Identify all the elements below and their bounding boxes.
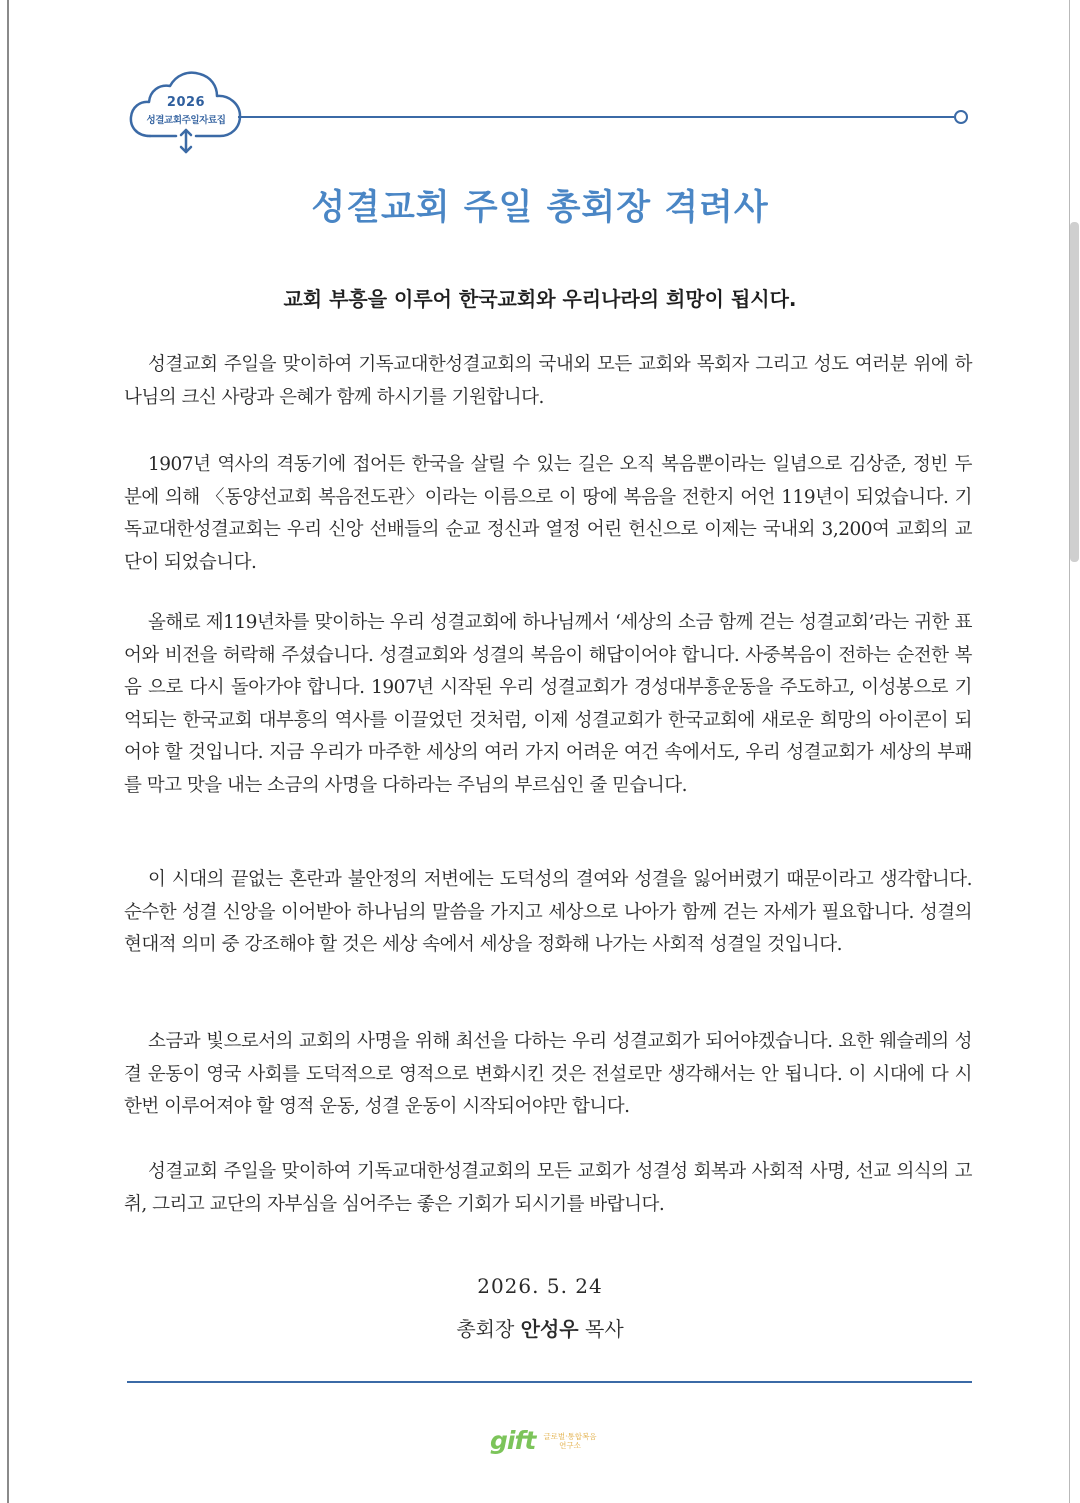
header-rule (238, 116, 954, 118)
gift-logo (488, 1426, 608, 1460)
cloud-logo (128, 66, 244, 158)
signature-name: 안성우 (520, 1317, 579, 1341)
signature-title: 목사 (585, 1317, 624, 1341)
gift-brand-sub-line2: 연구소 (559, 1441, 581, 1450)
footer-rule (127, 1381, 972, 1383)
paragraph-6: 성결교회 주일을 맞이하여 기독교대한성결교회의 모든 교회가 성결성 회복과 사회적 사명, 선교 의식의 고취, 그리고 교단의 자부심을 심어주는 좋은 기회가 되시기를 바랍니다. (124, 1161, 972, 1215)
signature-date: 2026. 5. 24 (477, 1274, 603, 1298)
paragraph-4: 이 시대의 끝없는 혼란과 불안정의 저변에는 도덕성의 결여와 성결을 잃어버렸기 때문이라고 생각합니다. 순수한 성결 신앙을 이어받아 하나님의 말씀을 가지고 세상으로 나아가 함께 걷는 자세가 필요합니다. 성결의 현대적 의미 중 강조해야 할 것은 세상 속에서 세상을 정화해 나가는 사회적 성결일 것입니다. (124, 869, 972, 955)
gift-brand-subtitle (540, 1432, 600, 1450)
scrollbar[interactable] (1070, 222, 1079, 562)
paragraph-1: 성결교회 주일을 맞이하여 기독교대한성결교회의 국내외 모든 교회와 목회자 그리고 성도 여러분 위에 하나님의 크신 사랑과 은혜가 함께 하시기를 기원합니다. (124, 354, 972, 408)
signature-role: 총회장 (456, 1317, 515, 1341)
paragraph-2: 1907년 역사의 격동기에 접어든 한국을 살릴 수 있는 길은 오직 복음뿐이라는 일념으로 김상준, 정빈 두 분에 의해 〈동양선교회 복음전도관〉이라는 이름으로 이 땅에 복음을 전한지 어언 119년이 되었습니다. 기독교대한성결교회는 우리 신앙 선배들의 순교 정신과 열정 어린 헌신으로 이제는 국내외 3,200여 교회의 교단이 되었습니다. (124, 454, 972, 573)
gift-brand-word: gift (490, 1426, 536, 1455)
header-rule-end-dot (954, 110, 968, 124)
paragraph-5: 소금과 빛으로서의 교회의 사명을 위해 최선을 다하는 우리 성결교회가 되어야겠습니다. 요한 웨슬레의 성결 운동이 영국 사회를 도덕적으로 영적으로 변화시킨 것은 전설로만 생각해서는 안 됩니다. 이 시대에 다 시 한번 이루어져야 할 영적 운동, 성결 운동이 시작되어야만 합니다. (124, 1031, 973, 1117)
page-title: 성결교회 주일 총회장 격려사 (311, 188, 769, 228)
logo-year: 2026 (166, 95, 206, 110)
page-subtitle: 교회 부흥을 이루어 한국교회와 우리나라의 희망이 됩시다. (283, 287, 797, 311)
logo-text: 성결교회주일자료집 (146, 115, 226, 126)
gift-brand-sub-line1: 글로벌·통합복음 (543, 1432, 597, 1441)
signature-line (0, 1313, 1080, 1342)
paragraph-3: 올해로 제119년차를 맞이하는 우리 성결교회에 하나님께서 ‘세상의 소금 함께 걷는 성결교회’라는 귀한 표어와 비전을 허락해 주셨습니다. 성결교회와 성결의 복음이 해답이어야 합니다. 사중복음이 전하는 순전한 복음 으로 다시 돌아가야 합니다. 1907년 시작된 우리 성결교회가 경성대부흥운동을 주도하고, 이성봉으로 기억되는 한국교회 대부흥의 역사를 이끌었던 것처럼, 이제 성결교회가 한국교회에 새로운 희망의 아이콘이 되어야 할 것입니다. 지금 우리가 마주한 세상의 여러 가지 어려운 여건 속에서도, 우리 성결교회가 세상의 부패를 막고 맛을 내는 소금의 사명을 다하라는 주님의 부르심인 줄 믿습니다. (124, 612, 972, 796)
